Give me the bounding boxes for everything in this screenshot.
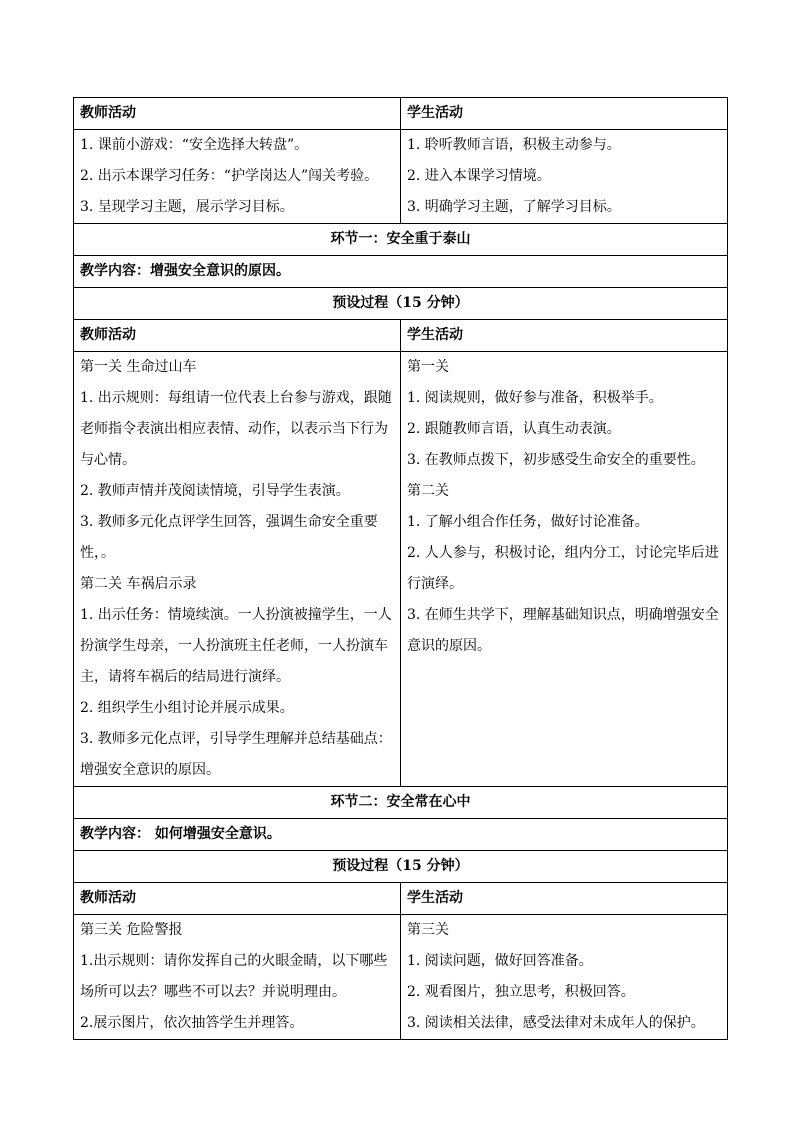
table-row bbox=[74, 787, 728, 819]
table-row bbox=[74, 883, 728, 915]
process-heading: 预设过程（15 分钟） bbox=[74, 851, 728, 883]
list-item: 1. 出示规则：每组请一位代表上台参与游戏，跟随老师指令表演出相应表情、动作，以表示当下行为与心情。 bbox=[80, 390, 392, 468]
list-item: 1. 了解小组合作任务，做好讨论准备。 bbox=[407, 514, 649, 530]
list-item: 3. 阅读相关法律，感受法律对未成年人的保护。 bbox=[407, 1015, 705, 1031]
list-item: 3. 教师多元化点评学生回答，强调生命安全重要性，。 bbox=[80, 514, 378, 561]
list-item: 1. 阅读问题，做好回答准备。 bbox=[407, 953, 593, 969]
list-item: 第三关 bbox=[407, 922, 449, 938]
table-row bbox=[74, 256, 728, 288]
list-item: 3. 在师生共学下，理解基础知识点，明确增强安全意识的原因。 bbox=[407, 607, 719, 654]
list-item: 第一关 生命过山车 bbox=[80, 359, 197, 375]
teacher-activity-cell bbox=[74, 352, 401, 787]
student-activity-header: 学生活动 bbox=[401, 883, 728, 915]
student-activity-cell bbox=[401, 130, 728, 224]
table-row bbox=[74, 320, 728, 352]
list-item: 3. 教师多元化点评，引导学生理解并总结基础点：增强安全意识的原因。 bbox=[80, 731, 392, 778]
list-item: 1. 聆听教师言语，积极主动参与。 bbox=[407, 137, 621, 153]
lesson-plan-table bbox=[73, 97, 728, 1040]
table-row bbox=[74, 130, 728, 224]
list-item: 1. 阅读规则，做好参与准备，积极举手。 bbox=[407, 390, 663, 406]
list-item: 2. 出示本课学习任务：“护学岗达人”闯关考验。 bbox=[80, 168, 379, 184]
table-row bbox=[74, 224, 728, 256]
list-item: 2.展示图片，依次抽答学生并理答。 bbox=[80, 1015, 304, 1031]
list-item: 第一关 bbox=[407, 359, 449, 375]
teaching-content: 教学内容：增强安全意识的原因。 bbox=[74, 256, 728, 288]
student-activity-cell bbox=[401, 352, 728, 787]
list-item: 1. 出示任务：情境续演。一人扮演被撞学生，一人扮演学生母亲，一人扮演班主任老师，一人扮演车主，请将车祸后的结局进行演绎。 bbox=[80, 607, 392, 685]
list-item: 2. 人人参与，积极讨论，组内分工，讨论完毕后进行演绎。 bbox=[407, 545, 719, 592]
teaching-content: 教学内容： 如何增强安全意识。 bbox=[74, 819, 728, 851]
list-item: 2. 观看图片，独立思考，积极回答。 bbox=[407, 984, 635, 1000]
list-item: 1.出示规则：请你发挥自己的火眼金睛，以下哪些场所可以去？哪些不可以去？并说明理由。 bbox=[80, 953, 388, 1000]
student-activity-header: 学生活动 bbox=[401, 98, 728, 130]
list-item: 1. 课前小游戏：“安全选择大转盘”。 bbox=[80, 137, 309, 153]
process-heading: 预设过程（15 分钟） bbox=[74, 288, 728, 320]
list-item: 2. 进入本课学习情境。 bbox=[407, 168, 551, 184]
list-item: 3. 呈现学习主题，展示学习目标。 bbox=[80, 199, 294, 215]
teacher-activity-header: 教师活动 bbox=[74, 883, 401, 915]
teacher-activity-cell bbox=[74, 130, 401, 224]
table-row bbox=[74, 915, 728, 1040]
table-row bbox=[74, 819, 728, 851]
list-item: 第三关 危险警报 bbox=[80, 922, 183, 938]
list-item: 2. 教师声情并茂阅读情境，引导学生表演。 bbox=[80, 483, 350, 499]
table-row bbox=[74, 98, 728, 130]
table-row bbox=[74, 851, 728, 883]
section-title: 环节二：安全常在心中 bbox=[74, 787, 728, 819]
table-row bbox=[74, 352, 728, 787]
list-item: 第二关 bbox=[407, 483, 449, 499]
student-activity-cell bbox=[401, 915, 728, 1040]
list-item: 2. 跟随教师言语，认真生动表演。 bbox=[407, 421, 621, 437]
section-title: 环节一：安全重于泰山 bbox=[74, 224, 728, 256]
list-item: 2. 组织学生小组讨论并展示成果。 bbox=[80, 700, 294, 716]
list-item: 3. 明确学习主题，了解学习目标。 bbox=[407, 199, 621, 215]
list-item: 第二关 车祸启示录 bbox=[80, 576, 197, 592]
teacher-activity-header: 教师活动 bbox=[74, 320, 401, 352]
student-activity-header: 学生活动 bbox=[401, 320, 728, 352]
table-row bbox=[74, 288, 728, 320]
teacher-activity-header: 教师活动 bbox=[74, 98, 401, 130]
teacher-activity-cell bbox=[74, 915, 401, 1040]
list-item: 3. 在教师点拨下，初步感受生命安全的重要性。 bbox=[407, 452, 705, 468]
